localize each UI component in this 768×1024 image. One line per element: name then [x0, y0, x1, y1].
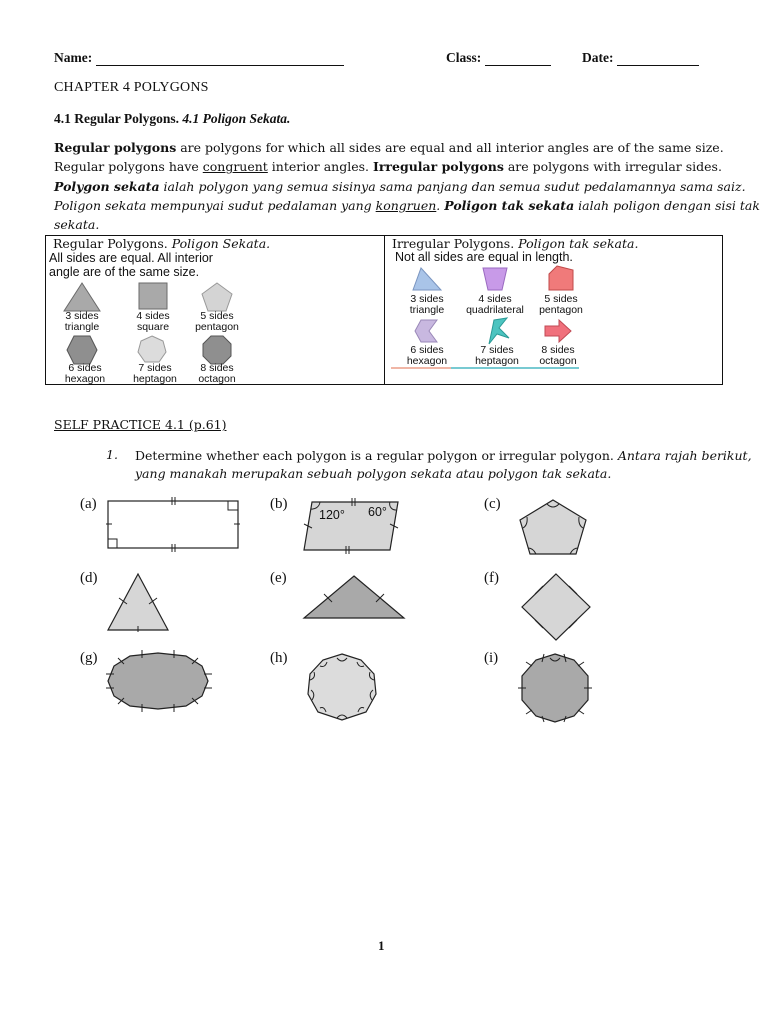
term-poligon-tak-sekata: Poligon tak sekata	[444, 197, 575, 213]
angle-label-60: 60°	[368, 505, 387, 519]
regular-head-en: Regular Polygons.	[53, 236, 172, 251]
date-blank[interactable]	[617, 52, 699, 66]
intro-line-5: sekata.	[54, 217, 100, 233]
irregular-polygons-cell	[385, 236, 723, 385]
shape-name: heptagon	[475, 355, 519, 367]
irregular-note: Not all sides are equal in length.	[395, 250, 573, 264]
label-b: (b)	[270, 496, 288, 512]
shape-sides: 4 sides	[478, 293, 512, 305]
shape-name: hexagon	[406, 355, 448, 367]
intro-text: are polygons for which all sides are equal and all interior angles are of the same size.	[176, 140, 724, 155]
class-label: Class:	[446, 50, 482, 65]
shape-sides: 6 sides	[410, 344, 444, 356]
label-i: (i)	[484, 650, 499, 666]
shape-sides: 3 sides	[65, 310, 99, 322]
irregular-label-1	[392, 294, 462, 316]
label-h: (h)	[270, 650, 288, 666]
shape-name: triangle	[409, 304, 445, 316]
shape-sides: 5 sides	[200, 310, 234, 322]
regular-label-5	[120, 363, 190, 385]
shape-sides: 6 sides	[68, 362, 102, 374]
shape-i-octagon	[516, 650, 594, 726]
regular-head-ms: Poligon Sekata.	[171, 236, 271, 251]
polygon-comparison-table	[45, 235, 723, 385]
label-e: (e)	[270, 570, 287, 586]
name-blank[interactable]	[96, 52, 344, 66]
irregular-label-6	[523, 345, 593, 367]
shape-sides: 7 sides	[480, 344, 514, 356]
name-label: Name:	[54, 50, 93, 65]
shape-sides: 7 sides	[138, 362, 172, 374]
irregular-label-3	[526, 294, 596, 316]
intro-line-1	[54, 138, 724, 157]
regular-note-line-1: All sides are equal. All interior	[49, 251, 213, 265]
regular-triangle-shape	[62, 281, 102, 313]
intro-text: interior angles.	[267, 159, 373, 175]
practice-title: SELF PRACTICE 4.1 (p.61)	[54, 417, 227, 432]
chapter-title: CHAPTER 4 POLYGONS	[54, 80, 209, 95]
page-number: 1	[378, 938, 385, 953]
irregular-quadrilateral-shape	[481, 266, 509, 292]
intro-line-3	[54, 177, 746, 196]
regular-square-shape	[137, 281, 169, 313]
section-title-en: 4.1 Regular Polygons.	[54, 111, 180, 126]
intro-text: ialah poligon dengan sisi tak	[574, 197, 760, 213]
shape-name: pentagon	[539, 304, 583, 316]
class-blank[interactable]	[485, 52, 551, 66]
label-a: (a)	[80, 496, 97, 512]
shape-sides: 3 sides	[410, 293, 444, 305]
regular-polygons-cell	[46, 236, 385, 385]
regular-note	[49, 251, 213, 279]
irregular-pentagon-shape	[547, 264, 575, 292]
intro-text: .	[436, 197, 445, 213]
shape-a-rectangle	[106, 496, 240, 552]
shape-sides: 4 sides	[136, 310, 170, 322]
term-irregular-polygons: Irregular polygons	[372, 159, 504, 175]
shape-b-parallelogram	[300, 498, 402, 554]
shape-e-triangle	[302, 572, 406, 622]
irregular-head-en: Irregular Polygons.	[392, 236, 519, 251]
term-kongruen: kongruen	[375, 197, 437, 213]
label-c: (c)	[484, 496, 501, 512]
question-ms-1: Antara rajah berikut,	[617, 448, 752, 463]
regular-note-line-2: angle are of the same size.	[49, 265, 200, 279]
shape-f-rhombus	[518, 570, 594, 644]
irregular-heptagon-shape	[481, 316, 511, 346]
term-polygon-sekata: Polygon sekata	[54, 178, 160, 194]
regular-label-4	[50, 363, 120, 385]
angle-label-120: 120°	[319, 508, 345, 522]
shape-name: octagon	[198, 373, 236, 385]
date-label: Date:	[582, 50, 614, 65]
intro-text: Regular polygons have	[54, 159, 203, 175]
intro-line-2	[54, 157, 722, 176]
underline-decoration	[391, 366, 579, 370]
class-field	[446, 50, 551, 66]
term-congruent: congruent	[202, 159, 268, 175]
intro-line-4	[54, 196, 760, 215]
shape-sides: 5 sides	[544, 293, 578, 305]
label-d: (d)	[80, 570, 98, 586]
shape-c-pentagon	[516, 496, 590, 558]
shape-name: hexagon	[64, 373, 106, 385]
shape-name: square	[136, 321, 170, 333]
shape-name: triangle	[64, 321, 100, 333]
regular-head	[53, 236, 270, 251]
shape-name: heptagon	[133, 373, 177, 385]
question-text	[135, 447, 752, 482]
irregular-head	[392, 236, 638, 251]
irregular-label-5	[462, 345, 532, 367]
name-field	[54, 50, 344, 66]
regular-label-1	[47, 311, 117, 333]
irregular-label-2	[460, 294, 530, 316]
shape-sides: 8 sides	[200, 362, 234, 374]
intro-paragraph	[54, 138, 760, 234]
shape-name: octagon	[539, 355, 577, 367]
question-ms-2: yang manakah merupakan sebuah polygon sekata atau polygon tak sekata.	[135, 465, 612, 481]
shape-name: quadrilateral	[466, 304, 524, 316]
label-g: (g)	[80, 650, 98, 666]
irregular-label-4	[392, 345, 462, 367]
label-f: (f)	[484, 570, 499, 586]
regular-label-2	[118, 311, 188, 333]
question-number: 1.	[106, 447, 118, 462]
question-en: Determine whether each polygon is a regular polygon or irregular polygon.	[135, 448, 618, 463]
shape-h-decagon	[302, 650, 382, 724]
regular-pentagon-shape	[200, 281, 234, 313]
irregular-head-ms: Poligon tak sekata.	[518, 236, 639, 251]
date-field	[582, 50, 699, 66]
shape-name: pentagon	[195, 321, 239, 333]
shape-g-polygon	[106, 650, 212, 712]
regular-label-6	[182, 363, 252, 385]
section-title-ms: 4.1 Poligon Sekata.	[182, 111, 291, 126]
intro-text: are polygons with irregular sides.	[503, 159, 722, 175]
section-title	[54, 111, 290, 127]
term-regular-polygons: Regular polygons	[54, 140, 177, 155]
intro-text: ialah polygon yang semua sisinya sama panjang dan semua sudut pedalamannya sama saiz.	[159, 178, 746, 194]
regular-label-3	[182, 311, 252, 333]
shape-d-triangle	[106, 570, 170, 632]
irregular-octagon-shape	[543, 318, 573, 344]
shape-sides: 8 sides	[541, 344, 575, 356]
irregular-hexagon-shape	[413, 318, 441, 344]
intro-text: Poligon sekata mempunyai sudut pedalaman yang	[54, 197, 376, 213]
irregular-triangle-shape	[411, 266, 443, 292]
